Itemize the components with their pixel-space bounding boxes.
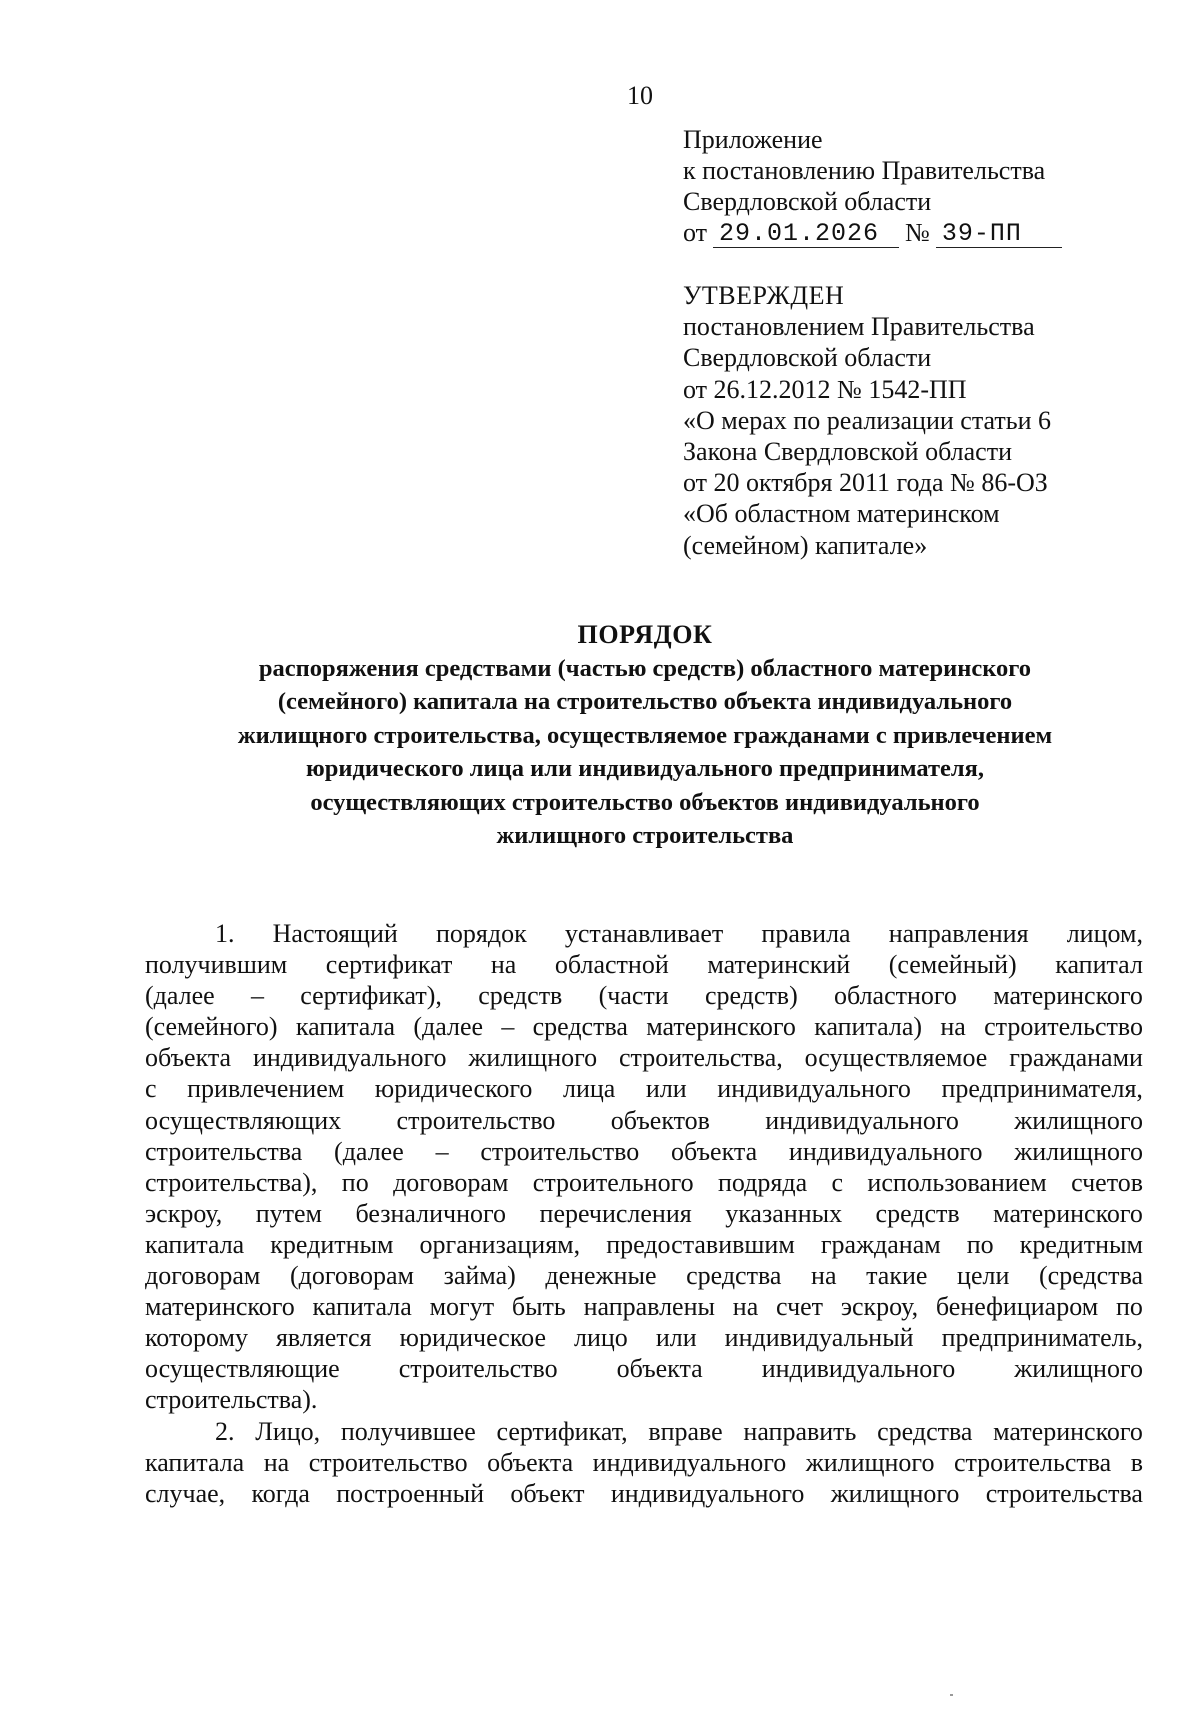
- paragraph-line: капитала на строительство объекта индивидуального жилищного строительства в: [145, 1447, 1143, 1477]
- decree-reference-line: [683, 217, 1143, 248]
- paragraph-line: строительства (далее – строительство объекта индивидуального жилищного: [145, 1136, 1143, 1166]
- approved-line: Закона Свердловской области: [683, 437, 1012, 467]
- paragraph-line: строительства), по договорам строительного подряда с использованием счетов: [145, 1167, 1143, 1197]
- page-number: 10: [627, 81, 653, 110]
- approved-line: «Об областном материнском: [683, 499, 1000, 529]
- subtitle-line: распоряжения средствами (частью средств) областного материнского: [258, 654, 1032, 682]
- document-title: ПОРЯДОК: [577, 620, 713, 649]
- document-subtitle: [100, 652, 1190, 853]
- approved-block: [683, 280, 1153, 561]
- paragraph-line: с привлечением юридического лица или индивидуального предпринимателя,: [145, 1074, 1143, 1104]
- document-title-block: [100, 618, 1190, 853]
- subtitle-line: осуществляющих строительство объектов индивидуального: [310, 788, 980, 816]
- approved-line: (семейном) капитале»: [683, 530, 928, 560]
- decree-number: 39-ПП: [936, 221, 1062, 248]
- paragraph-line: 1. Настоящий порядок устанавливает правила направления лицом,: [215, 919, 1143, 948]
- paragraph: [145, 1416, 1143, 1509]
- paragraph-line: договорам (договорам займа) денежные средства на такие цели (средства: [145, 1261, 1143, 1291]
- approved-heading: УТВЕРЖДЕН: [683, 281, 845, 310]
- scan-speck: [950, 1694, 953, 1696]
- paragraph-line: осуществляющих строительство объектов индивидуального жилищного: [145, 1105, 1143, 1135]
- approved-line: от 20 октября 2011 года № 86-ОЗ: [683, 468, 1048, 498]
- paragraph-line: объекта индивидуального жилищного строительства, осуществляемое гражданами: [145, 1043, 1143, 1073]
- subtitle-line: юридического лица или индивидуального предпринимателя,: [305, 755, 984, 782]
- decree-date: 29.01.2026: [713, 221, 899, 248]
- appendix-line: Свердловской области: [683, 187, 932, 216]
- appendix-line: к постановлению Правительства: [683, 156, 1046, 185]
- date-prefix: от: [683, 218, 708, 247]
- paragraph-line: капитала кредитным организациям, предоставившим гражданам по кредитным: [145, 1229, 1143, 1259]
- paragraph-line: осуществляющие строительство объекта индивидуального жилищного: [145, 1354, 1143, 1384]
- approved-line: постановлением Правительства: [683, 312, 1035, 342]
- subtitle-line: жилищного строительства: [496, 822, 794, 849]
- paragraph-line: случае, когда построенный объект индивидуального жилищного строительства: [145, 1478, 1143, 1508]
- paragraph: [145, 918, 1143, 1416]
- subtitle-line: жилищного строительства, осуществляемое гражданами с привлечением: [237, 721, 1053, 749]
- paragraph-line: материнского капитала могут быть направлены на счет эскроу, бенефициаром по: [145, 1292, 1143, 1322]
- paragraph-line: которому является юридическое лицо или индивидуальный предприниматель,: [145, 1323, 1143, 1353]
- approved-line: Свердловской области: [683, 343, 932, 373]
- paragraph-line: получившим сертификат на областной материнский (семейный) капитал: [145, 950, 1143, 980]
- appendix-line: Приложение: [683, 125, 823, 154]
- approved-line: «О мерах по реализации статьи 6: [683, 405, 1052, 435]
- document-body: [145, 918, 1143, 1509]
- paragraph-line: строительства).: [145, 1385, 318, 1415]
- subtitle-line: (семейного) капитала на строительство объекта индивидуального: [277, 688, 1013, 715]
- paragraph-line: (далее – сертификат), средств (части средств) областного материнского: [145, 981, 1143, 1011]
- paragraph-line: эскроу, путем безналичного перечисления указанных средств материнского: [145, 1198, 1143, 1228]
- approved-line: от 26.12.2012 № 1542-ПП: [683, 374, 967, 404]
- number-prefix: №: [905, 218, 930, 247]
- appendix-block: [683, 124, 1143, 248]
- paragraph-line: 2. Лицо, получившее сертификат, вправе направить средства материнского: [215, 1416, 1143, 1446]
- paragraphs: [145, 918, 1143, 1509]
- paragraph-line: (семейного) капитала (далее – средства материнского капитала) на строительство: [145, 1012, 1143, 1042]
